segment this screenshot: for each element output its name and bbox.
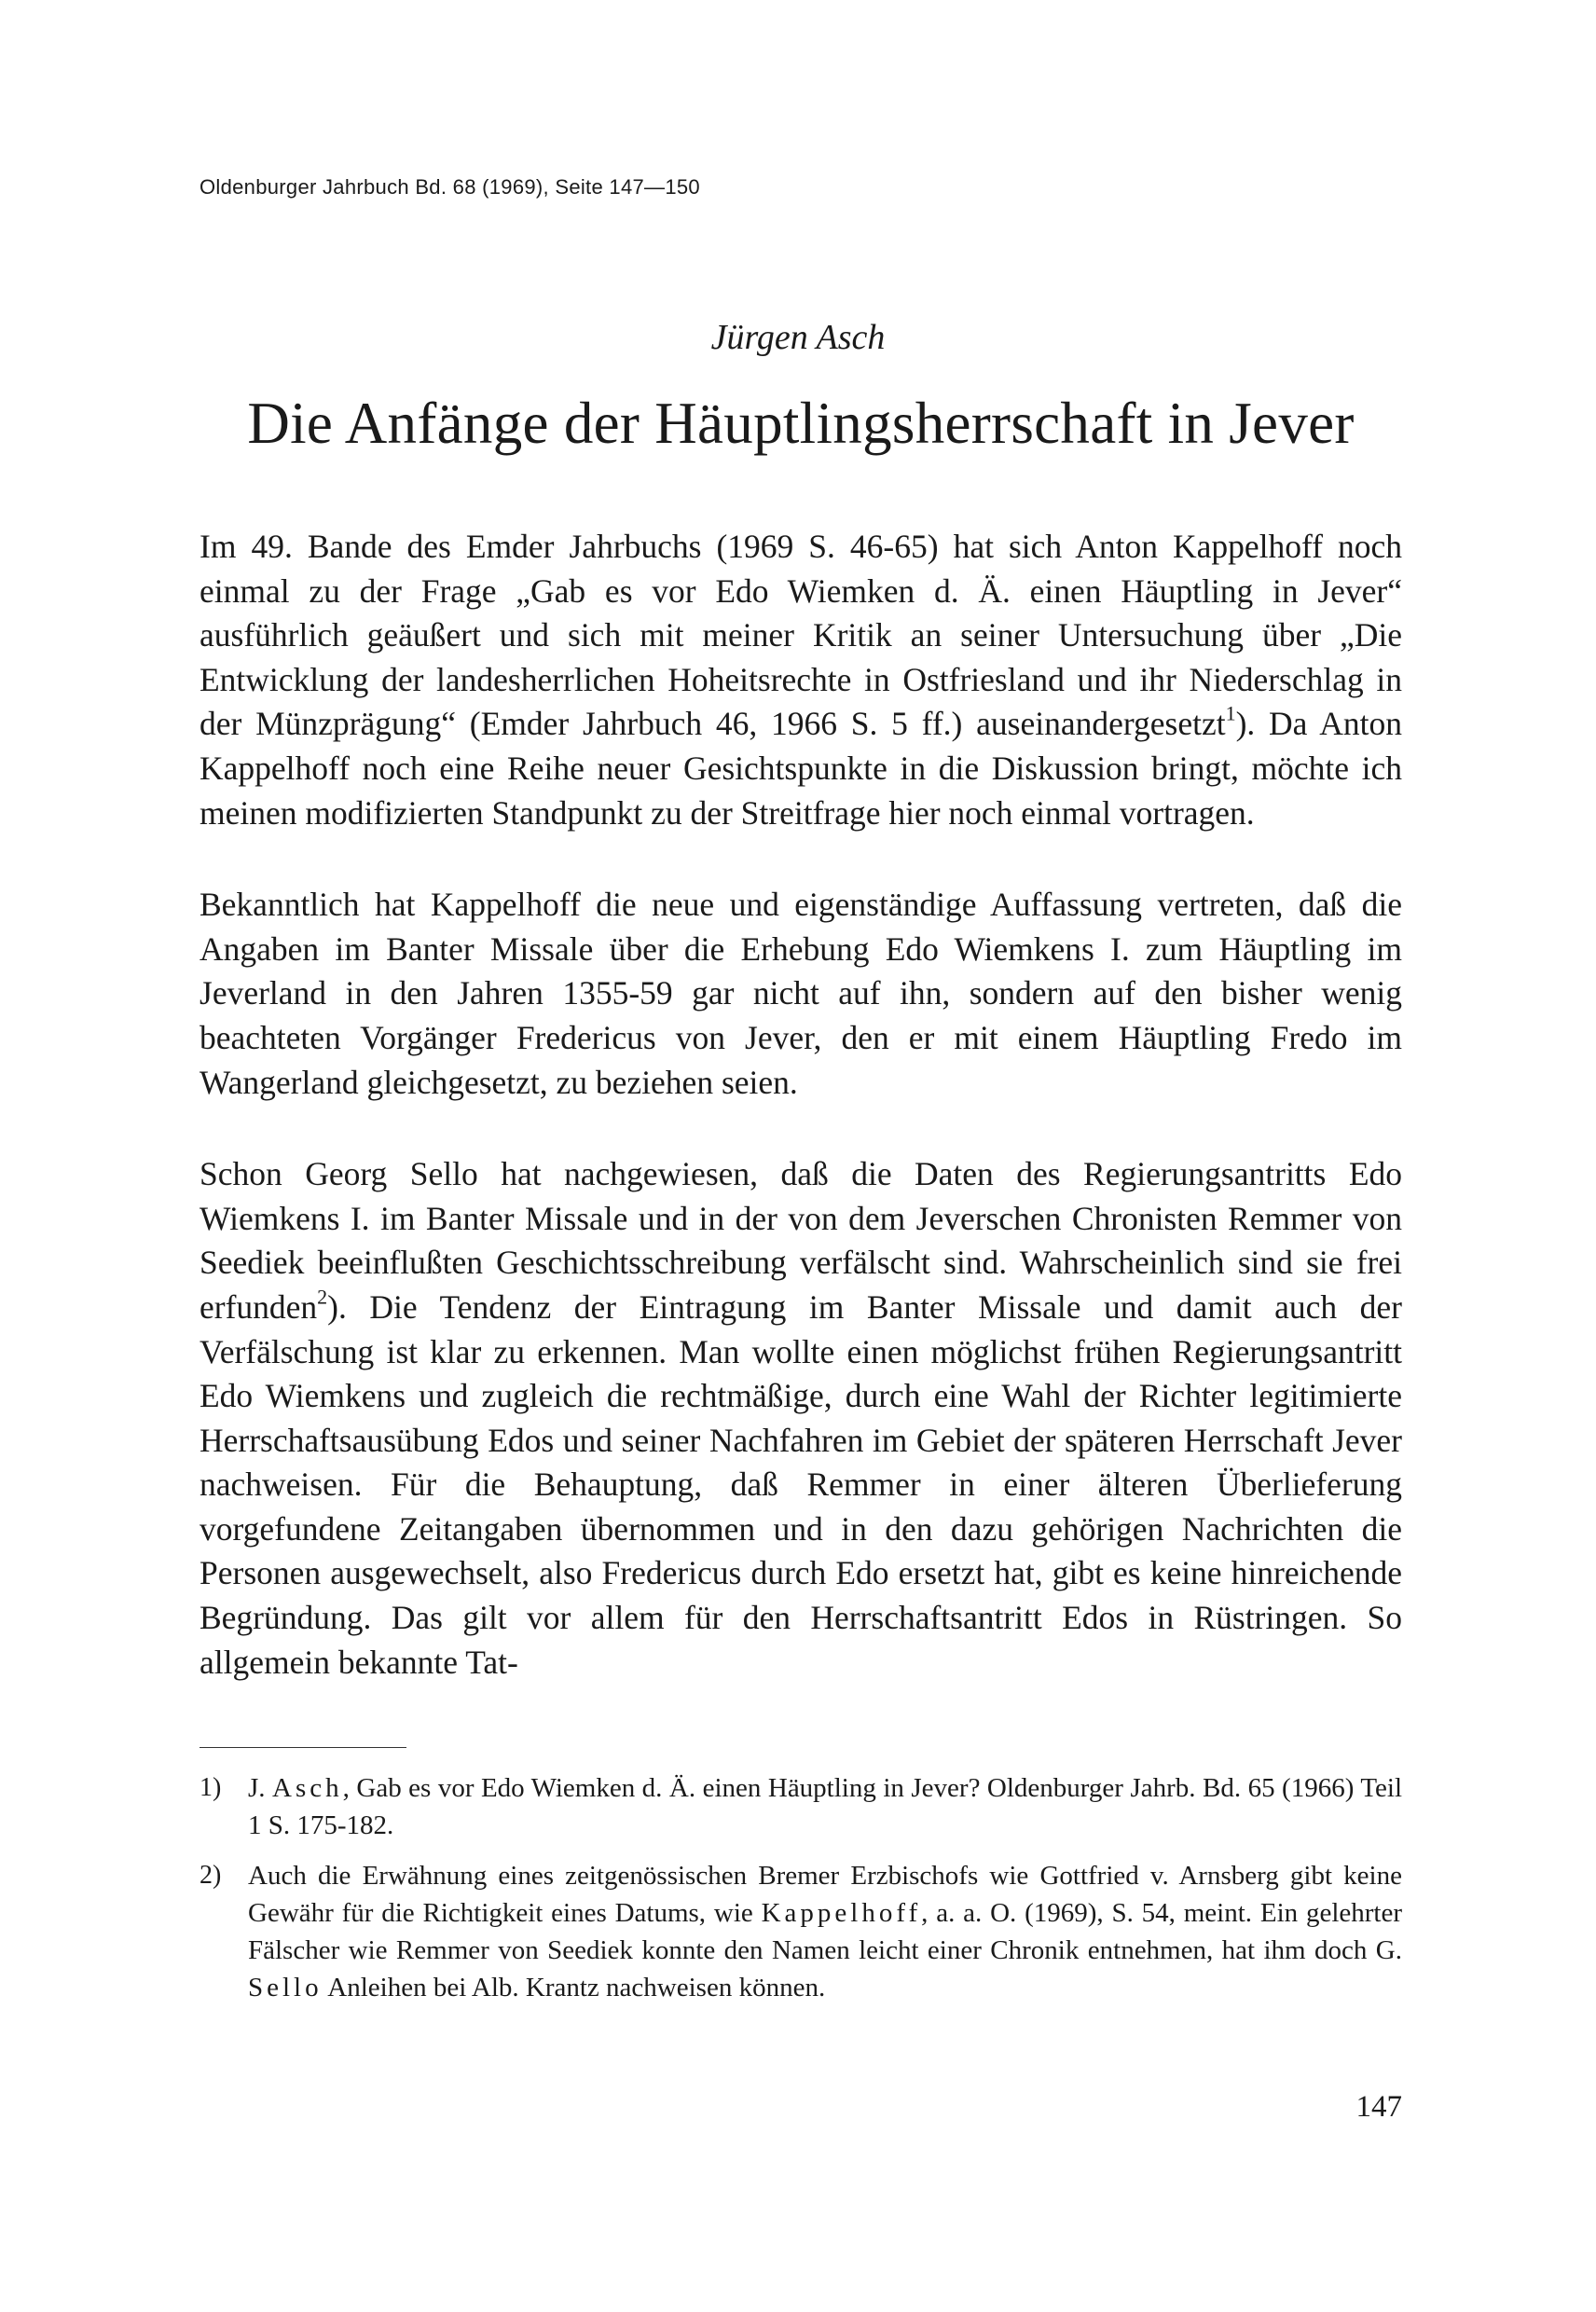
page-number: 147 xyxy=(1355,2090,1402,2124)
footnote-divider xyxy=(200,1747,406,1748)
paragraph-3-text-a: Schon Georg Sello hat nachgewiesen, daß die Daten des Regierungsantritts Edo Wiemkens I. im Banter Missale und in der von dem Jeverschen Chronisten Remmer von Seediek beeinflußten Geschichtsschreibung verfälscht sind. Wahrscheinlich sind sie frei erfunden xyxy=(200,1155,1402,1326)
running-head: Oldenburger Jahrbuch Bd. 68 (1969), Seite 147—150 xyxy=(200,175,700,199)
footnote-1-author: Asch xyxy=(272,1773,343,1803)
paragraph-1 xyxy=(200,525,1402,835)
author-name: Jürgen Asch xyxy=(710,318,886,357)
paragraph-3 xyxy=(200,1152,1402,1685)
footnote-2-text-c: Anleihen bei Alb. Krantz nachweisen können. xyxy=(322,1973,826,2002)
paragraph-1-text-b: ). Da Anton Kappelhoff noch eine Reihe neuer Gesichtspunkte in die Diskussion bringt, möchte ich meinen modifizierten Standpunkt zu der Streitfrage hier noch einmal vortragen. xyxy=(200,705,1402,832)
footnote-2-text-a: Auch die Erwähnung eines zeitgenössischen Bremer Erzbischofs wie Gottfried v. Arnsberg gibt keine Gewähr für die Richtigkeit eines Datums, wie xyxy=(248,1861,1402,1928)
footnote-ref-1: 1 xyxy=(1225,701,1236,725)
article-title: Die Anfänge der Häuptlingsherrschaft in Jever xyxy=(247,391,1355,456)
footnote-ref-2: 2 xyxy=(317,1285,328,1309)
footnote-2-marker: 2) xyxy=(200,1861,222,1890)
footnote-1-text xyxy=(248,1769,1402,1844)
paragraph-1-text-a: Im 49. Bande des Emder Jahrbuchs (1969 S. 46-65) hat sich Anton Kappelhoff noch einmal zu der Frage „Gab es vor Edo Wiemken d. Ä. einen Häuptling in Jever“ ausführlich geäußert und sich mit meiner Kritik an seiner Untersuchung über „Die Entwicklung der landesherrlichen Hoheitsrechte in Ostfriesland und ihr Niederschlag in der Münzprägung“ (Emder Jahrbuch 46, 1966 S. 5 ff.) auseinandergesetzt xyxy=(200,528,1402,743)
footnote-1-text-b: , Gab es vor Edo Wiemken d. Ä. einen Häuptling in Jever? Oldenburger Jahrb. Bd. 65 (1966) Teil 1 S. 175-182. xyxy=(248,1773,1402,1840)
footnote-2-text-b: , a. a. O. (1969), S. 54, meint. Ein gelehrter Fälscher wie Remmer von Seediek konnte den Namen leicht einer Chronik entnehmen, hat ihm doch G. xyxy=(248,1898,1402,1965)
footnote-1-marker: 1) xyxy=(200,1773,222,1802)
footnote-2 xyxy=(200,1857,1402,2006)
paragraph-2: Bekanntlich hat Kappelhoff die neue und eigenständige Auffassung vertreten, daß die Angaben im Banter Missale über die Erhebung Edo Wiemkens I. zum Häuptling im Jeverland in den Jahren 1355-59 gar nicht auf ihn, sondern auf den bisher wenig beachteten Vorgänger Fredericus von Jever, den er mit einem Häuptling Fredo im Wangerland gleichgesetzt, zu beziehen seien. xyxy=(200,886,1402,1101)
footnotes xyxy=(200,1769,1402,2019)
article-body xyxy=(200,525,1402,1685)
footnote-2-name-kappelhoff: Kappelhoff xyxy=(761,1898,922,1928)
footnote-1-text-a: J. xyxy=(248,1773,273,1803)
footnote-2-name-sello: Sello xyxy=(248,1973,323,2002)
footnote-2-text xyxy=(248,1857,1402,2006)
paragraph-3-text-b: ). Die Tendenz der Eintragung im Banter Missale und damit auch der Verfälschung ist klar zu erkennen. Man wollte einen möglichst frühen Regierungsantritt Edo Wiemkens und zugleich die rechtmäßige, durch eine Wahl der Richter legitimierte Herrschaftsausübung Edos und seiner Nachfahren im Gebiet der späteren Herrschaft Jever nachweisen. Für die Behauptung, daß Remmer in einer älteren Überlieferung vorgefundene Zeitangaben übernommen und in den dazu gehörigen Nachrichten die Personen ausgewechselt, also Fredericus durch Edo ersetzt hat, gibt es keine hinreichende Begründung. Das gilt vor allem für den Herrschaftsantritt Edos in Rüstringen. So allgemein bekannte Tat- xyxy=(200,1287,1402,1681)
footnote-1 xyxy=(200,1769,1402,1844)
